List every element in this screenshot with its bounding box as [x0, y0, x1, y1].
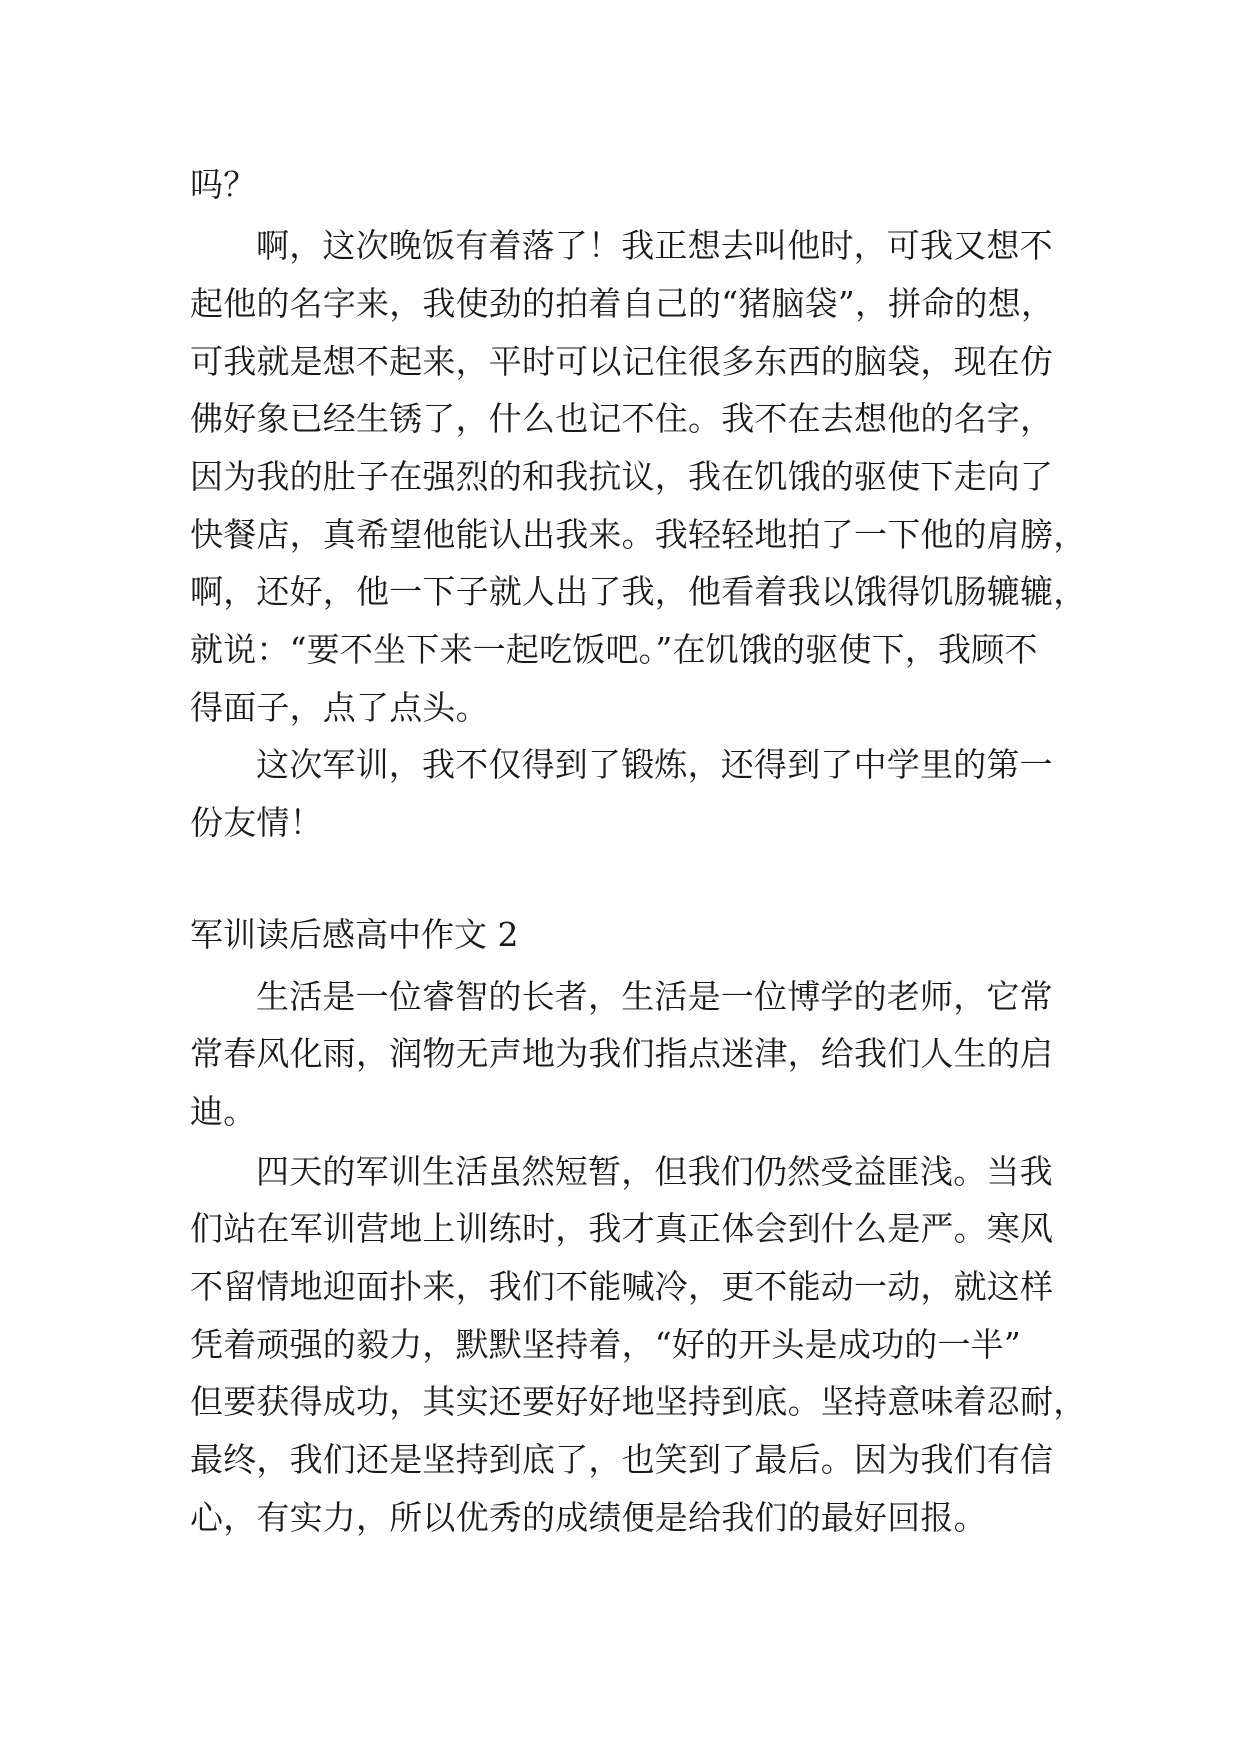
- paragraph-line: 啊，还好，他一下子就人出了我，他看着我以饿得饥肠辘辘，: [190, 572, 1087, 611]
- section-heading: 军训读后感高中作文 2: [190, 915, 519, 954]
- paragraph-line: 佛好象已经生锈了，什么也记不住。我不在去想他的名字，: [190, 399, 1054, 438]
- paragraph-line: 就说：“要不坐下来一起吃饭吧。”在饥饿的驱使下，我顾不: [190, 630, 1038, 669]
- paragraph-line: 们站在军训营地上训练时，我才真正体会到什么是严。寒风: [190, 1209, 1054, 1248]
- paragraph-line: 可我就是想不起来，平时可以记住很多东西的脑袋，现在仿: [190, 342, 1054, 381]
- paragraph-line: 啊，这次晚饭有着落了！我正想去叫他时，可我又想不: [256, 226, 1053, 265]
- paragraph-line: 四天的军训生活虽然短暂，但我们仍然受益匪浅。当我: [256, 1152, 1053, 1191]
- paragraph-line: 迪。: [190, 1092, 257, 1131]
- paragraph-line: 得面子，点了点头。: [190, 688, 489, 727]
- paragraph-line: 生活是一位睿智的长者，生活是一位博学的老师，它常: [256, 977, 1053, 1016]
- paragraph-line: 因为我的肚子在强烈的和我抗议，我在饥饿的驱使下走向了: [190, 457, 1054, 496]
- paragraph-line: 吗？: [190, 165, 257, 204]
- paragraph-line: 起他的名字来，我使劲的拍着自己的“猪脑袋”，拼命的想，: [190, 284, 1055, 323]
- paragraph-line: 快餐店，真希望他能认出我来。我轻轻地拍了一下他的肩膀，: [190, 515, 1087, 554]
- paragraph-line: 这次军训，我不仅得到了锻炼，还得到了中学里的第一: [256, 745, 1053, 784]
- paragraph-line: 凭着顽强的毅力，默默坚持着，“好的开头是成功的一半”: [190, 1325, 1021, 1364]
- paragraph-line: 最终，我们还是坚持到底了，也笑到了最后。因为我们有信: [190, 1440, 1054, 1479]
- paragraph-line: 常春风化雨，润物无声地为我们指点迷津，给我们人生的启: [190, 1034, 1054, 1073]
- paragraph-line: 心，有实力，所以优秀的成绩便是给我们的最好回报。: [190, 1498, 987, 1537]
- paragraph-line: 份友情！: [190, 803, 323, 842]
- paragraph-line: 不留情地迎面扑来，我们不能喊冷，更不能动一动，就这样: [190, 1267, 1054, 1306]
- paragraph-line: 但要获得成功，其实还要好好地坚持到底。坚持意味着忍耐，: [190, 1382, 1087, 1421]
